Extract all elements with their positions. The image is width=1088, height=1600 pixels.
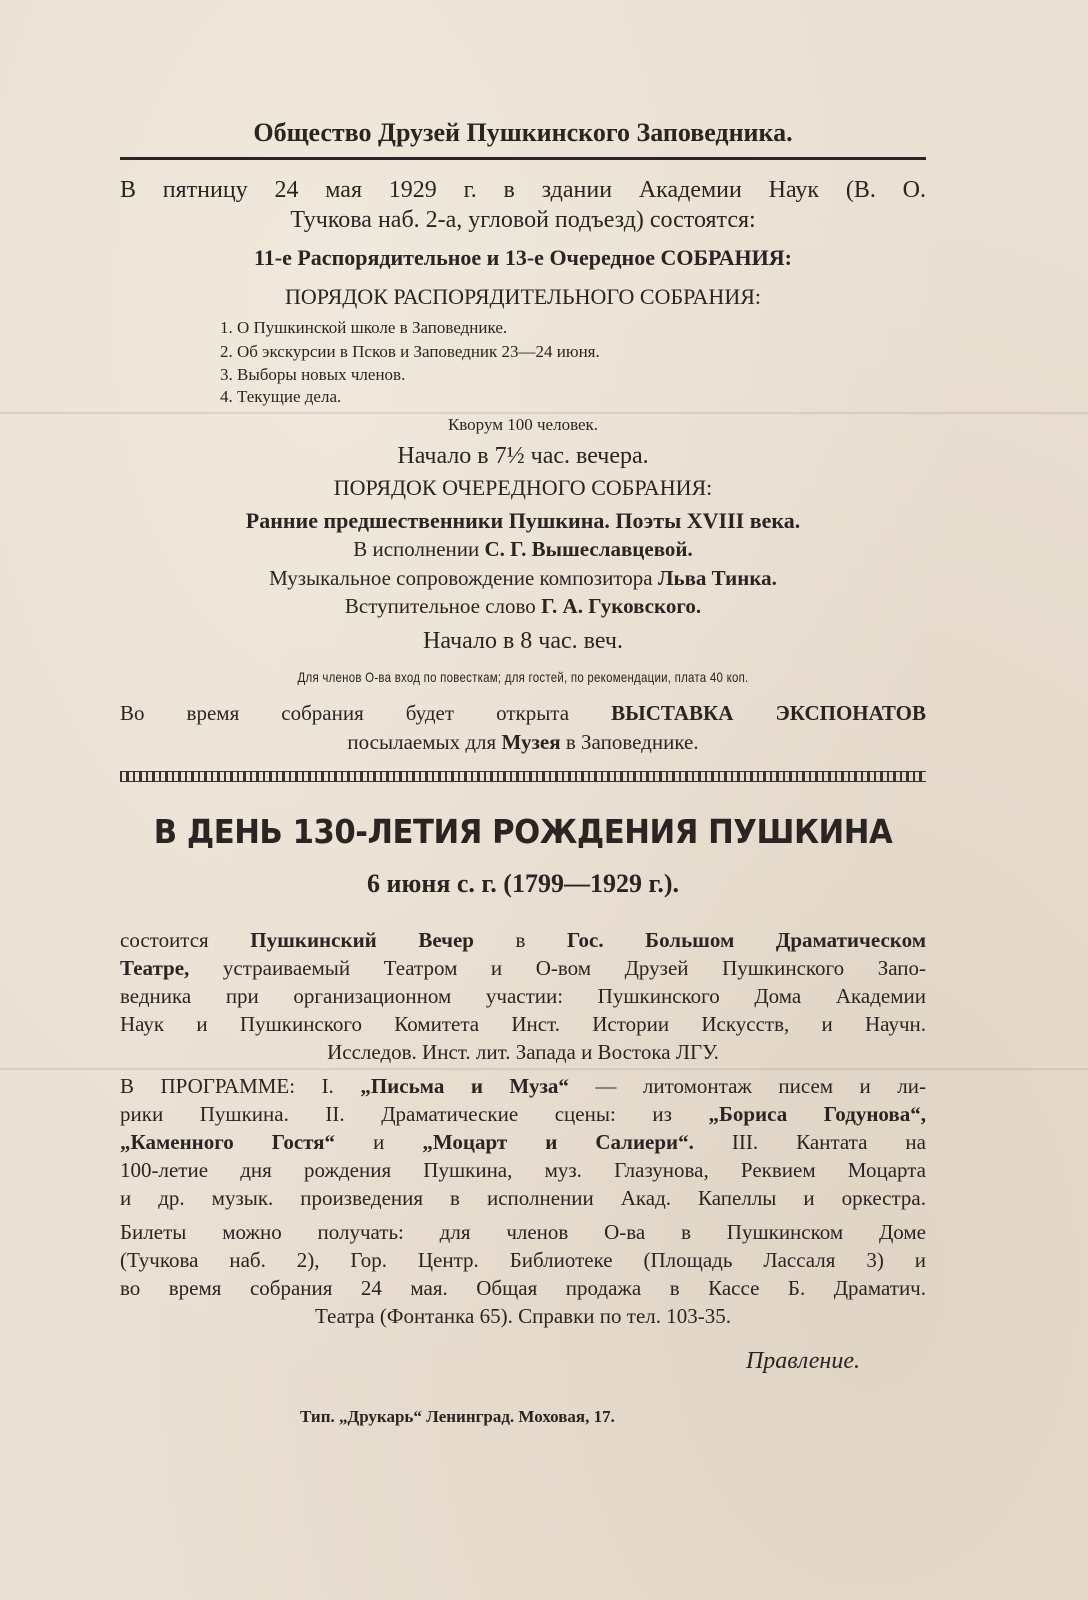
text-segment: и др. музык. произведения в исполнении Акад. Капеллы и оркестра.	[120, 1186, 926, 1210]
bold-text-segment: 6 июня с. г. (1799—1929 г.).	[367, 869, 679, 898]
program-line	[120, 1104, 926, 1125]
bold-text-segment: Тип. „Друкарь“ Ленинград. Моховая, 17.	[300, 1407, 615, 1426]
body-line	[120, 986, 926, 1007]
music-line	[120, 568, 926, 589]
text-segment: Вступительное слово	[344, 594, 542, 618]
program-line	[120, 1188, 926, 1209]
lecture-topic	[120, 510, 926, 532]
text-segment: посылаемых для	[347, 730, 502, 754]
text-segment: Наук и Пушкинского Комитета Инст. Истории Искусств, и Научн.	[120, 1012, 926, 1036]
body-line	[120, 930, 926, 951]
text-segment: Тучкова наб. 2-а, угловой подъезд) состоятся:	[290, 207, 756, 233]
regular-agenda-heading	[120, 477, 926, 499]
quorum-text	[120, 416, 926, 433]
text-segment: — литомонтаж писем и ли-	[568, 1074, 926, 1098]
text-segment: (Тучкова наб. 2), Гор. Центр. Библиотеке (Площадь Лассаля 3) и	[120, 1248, 926, 1272]
body-line	[120, 1014, 926, 1035]
anniversary-heading	[148, 812, 898, 851]
text-segment: ПОРЯДОК ОЧЕРЕДНОГО СОБРАНИЯ:	[333, 475, 713, 500]
agenda-item	[220, 388, 1026, 405]
text-segment: Билеты можно получать: для членов О-ва в Пушкинском Доме	[120, 1220, 926, 1244]
intro-line	[120, 596, 926, 617]
agenda-item	[220, 319, 1026, 336]
text-segment: Музыкальное сопровождение композитора	[269, 566, 658, 590]
meeting-date-line	[120, 178, 926, 202]
agenda-heading	[120, 286, 926, 308]
text-segment: Исследов. Инст. лит. Запада и Востока ЛГУ.	[327, 1040, 719, 1064]
text-segment: в Заповеднике.	[560, 730, 699, 754]
tickets-line	[120, 1278, 926, 1299]
program-line	[120, 1076, 926, 1097]
entry-terms	[193, 670, 854, 684]
body-line	[120, 958, 926, 979]
text-segment: ПОРЯДОК РАСПОРЯДИТЕЛЬНОГО СОБРАНИЯ:	[285, 284, 761, 309]
printer-imprint	[300, 1408, 740, 1425]
start-time-2	[120, 629, 926, 653]
text-segment: рики Пушкина. II. Драматические сцены: из	[120, 1102, 709, 1126]
bold-text-segment: „Бориса Годунова“,	[708, 1102, 926, 1126]
bold-text-segment: ВЫСТАВКА ЭКСПОНАТОВ	[611, 701, 927, 725]
agenda-item	[220, 366, 1026, 383]
performer-line	[120, 539, 926, 560]
text-segment: ведника при организационном участии: Пушкинского Дома Академии	[120, 984, 926, 1008]
signature: Правление.	[745, 1348, 860, 1374]
body-line	[120, 1042, 926, 1063]
text-segment: 3. Выборы новых членов.	[220, 365, 406, 384]
text-segment: и	[335, 1130, 423, 1154]
bold-text-segment: Гос. Большом Драматическом	[567, 928, 926, 952]
text-segment: Начало в 7½ час. вечера.	[397, 443, 649, 469]
bold-text-segment: „Письма и Муза“	[360, 1074, 569, 1098]
text-segment: Начало в 8 час. веч.	[423, 628, 623, 654]
bold-text-segment: С. Г. Вышеславцевой.	[484, 537, 693, 561]
ornamental-divider	[120, 771, 926, 782]
exhibition-line	[120, 703, 926, 724]
text-segment: В пятницу 24 мая 1929 г. в здании Академии Наук (В. О.	[120, 177, 926, 203]
bold-text-segment: „Моцарт и Салиери“.	[422, 1130, 694, 1154]
text-segment: 100-летие дня рождения Пушкина, муз. Глазунова, Реквием Моцарта	[120, 1158, 926, 1182]
text-segment: В исполнении	[353, 537, 485, 561]
bold-text-segment: Г. А. Гуковского.	[541, 594, 702, 618]
exhibition-line-2	[120, 732, 926, 753]
program-line	[120, 1160, 926, 1181]
anniversary-date	[120, 871, 926, 897]
paper-fold	[0, 1068, 1088, 1070]
bold-text-segment: Льва Тинка.	[657, 566, 777, 590]
bold-text-segment: Музея	[501, 730, 561, 754]
text-segment: Театра (Фонтанка 65). Справки по тел. 103-35.	[314, 1304, 732, 1328]
text-segment: Для членов О-ва вход по повесткам; для гостей, по рекомендации, плата 40 коп.	[297, 669, 749, 685]
text-segment: в	[473, 928, 568, 952]
society-title	[120, 120, 926, 146]
bold-text-segment: В ДЕНЬ 130-ЛЕТИЯ РОЖДЕНИЯ ПУШКИНА	[153, 812, 893, 851]
agenda-item	[220, 343, 1026, 360]
text-segment: 2. Об экскурсии в Псков и Заповедник 23—24 июня.	[220, 342, 600, 361]
title-underline	[120, 157, 926, 160]
bold-text-segment: Пушкинский Вечер	[250, 928, 474, 952]
start-time-1	[120, 444, 926, 468]
bold-text-segment: Театре,	[120, 956, 190, 980]
bold-text-segment: Общество Друзей Пушкинского Заповедника.	[253, 118, 793, 147]
text-segment: III. Кантата на	[693, 1130, 926, 1154]
program-line	[120, 1132, 926, 1153]
paper-fold	[0, 412, 1088, 414]
text-segment: во время собрания 24 мая. Общая продажа в Кассе Б. Драматич.	[120, 1276, 926, 1300]
bold-text-segment: „Каменного Гостя“	[120, 1130, 336, 1154]
text-segment: Кворум 100 человек.	[447, 415, 599, 434]
bold-text-segment: Ранние предшественники Пушкина. Поэты XVIII века.	[245, 508, 801, 533]
tickets-line	[120, 1250, 926, 1271]
text-segment: состоится	[120, 928, 251, 952]
tickets-line	[120, 1306, 926, 1327]
text-segment: В ПРОГРАММЕ: I.	[120, 1074, 361, 1098]
bold-text-segment: 11-е Распорядительное и 13-е Очередное СОБРАНИЯ:	[253, 245, 792, 270]
text-segment: устраиваемый Театром и О-вом Друзей Пушкинского Запо-	[189, 956, 926, 980]
text-segment: Во время собрания будет открыта	[120, 701, 612, 725]
meetings-heading	[120, 247, 926, 269]
meeting-address-line	[120, 208, 926, 232]
text-segment: 1. О Пушкинской школе в Заповеднике.	[220, 318, 508, 337]
text-segment: 4. Текущие дела.	[220, 387, 342, 406]
tickets-line	[120, 1222, 926, 1243]
